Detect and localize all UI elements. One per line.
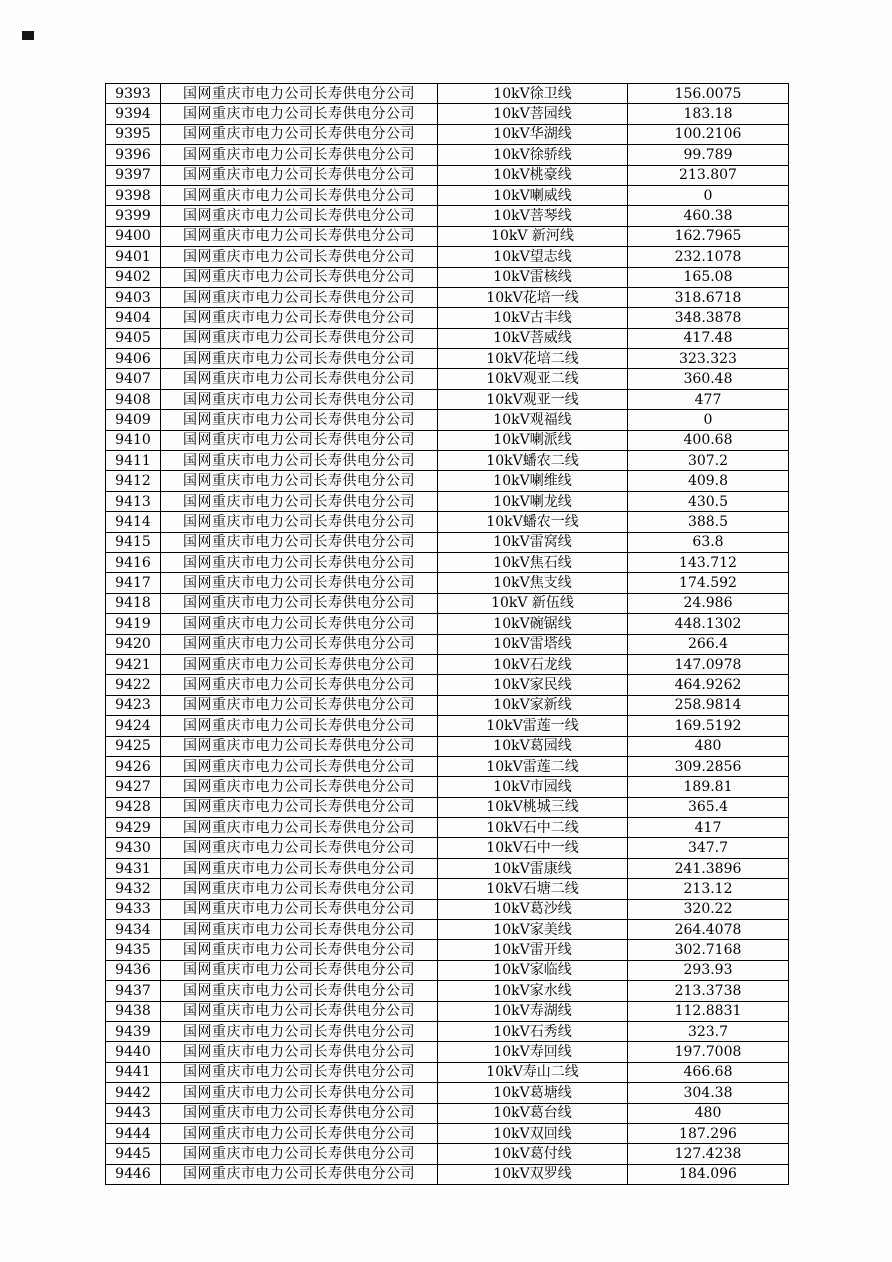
line-name-cell: 10kV望志线: [438, 247, 628, 267]
company-cell: 国网重庆市电力公司长寿供电分公司: [161, 206, 438, 226]
company-cell: 国网重庆市电力公司长寿供电分公司: [161, 960, 438, 980]
row-id-cell: 9435: [106, 940, 161, 960]
table-row: [106, 410, 789, 430]
row-id-cell: 9401: [106, 247, 161, 267]
table-row: [106, 838, 789, 858]
line-value-cell: 184.096: [628, 1164, 789, 1184]
company-cell: 国网重庆市电力公司长寿供电分公司: [161, 736, 438, 756]
line-name-cell: 10kV喇威线: [438, 185, 628, 205]
line-name-cell: 10kV雷康线: [438, 858, 628, 878]
table-row: [106, 104, 789, 124]
row-id-cell: 9399: [106, 206, 161, 226]
line-name-cell: 10kV华湖线: [438, 124, 628, 144]
company-cell: 国网重庆市电力公司长寿供电分公司: [161, 1001, 438, 1021]
line-name-cell: 10kV古丰线: [438, 308, 628, 328]
line-value-cell: 183.18: [628, 104, 789, 124]
line-value-cell: 323.7: [628, 1021, 789, 1041]
table-row: [106, 267, 789, 287]
line-value-cell: 464.9262: [628, 675, 789, 695]
company-cell: 国网重庆市电力公司长寿供电分公司: [161, 614, 438, 634]
line-value-cell: 100.2106: [628, 124, 789, 144]
table-row: [106, 573, 789, 593]
table-row: [106, 654, 789, 674]
line-name-cell: 10kV桃城三线: [438, 797, 628, 817]
row-id-cell: 9439: [106, 1021, 161, 1041]
line-value-cell: 112.8831: [628, 1001, 789, 1021]
line-name-cell: 10kV 新伍线: [438, 593, 628, 613]
company-cell: 国网重庆市电力公司长寿供电分公司: [161, 491, 438, 511]
table-row: [106, 512, 789, 532]
line-value-cell: 430.5: [628, 491, 789, 511]
line-value-cell: 197.7008: [628, 1042, 789, 1062]
table-row: [106, 675, 789, 695]
line-name-cell: 10kV雷开线: [438, 940, 628, 960]
table-row: [106, 716, 789, 736]
line-value-cell: 307.2: [628, 451, 789, 471]
row-id-cell: 9406: [106, 349, 161, 369]
table-row: [106, 226, 789, 246]
line-name-cell: 10kV石中一线: [438, 838, 628, 858]
company-cell: 国网重庆市电力公司长寿供电分公司: [161, 430, 438, 450]
line-name-cell: 10kV蟠农二线: [438, 451, 628, 471]
row-id-cell: 9394: [106, 104, 161, 124]
company-cell: 国网重庆市电力公司长寿供电分公司: [161, 920, 438, 940]
line-name-cell: 10kV桃豪线: [438, 165, 628, 185]
line-name-cell: 10kV观亚二线: [438, 369, 628, 389]
company-cell: 国网重庆市电力公司长寿供电分公司: [161, 818, 438, 838]
line-value-cell: 302.7168: [628, 940, 789, 960]
line-value-cell: 147.0978: [628, 654, 789, 674]
row-id-cell: 9413: [106, 491, 161, 511]
row-id-cell: 9412: [106, 471, 161, 491]
line-name-cell: 10kV雷塔线: [438, 634, 628, 654]
line-value-cell: 409.8: [628, 471, 789, 491]
line-name-cell: 10kV寿湖线: [438, 1001, 628, 1021]
line-value-cell: 213.3738: [628, 981, 789, 1001]
row-id-cell: 9428: [106, 797, 161, 817]
company-cell: 国网重庆市电力公司长寿供电分公司: [161, 145, 438, 165]
line-name-cell: 10kV葛塘线: [438, 1083, 628, 1103]
table-row: [106, 858, 789, 878]
row-id-cell: 9414: [106, 512, 161, 532]
row-id-cell: 9395: [106, 124, 161, 144]
line-value-cell: 309.2856: [628, 756, 789, 776]
company-cell: 国网重庆市电力公司长寿供电分公司: [161, 369, 438, 389]
line-value-cell: 460.38: [628, 206, 789, 226]
table-row: [106, 328, 789, 348]
line-value-cell: 266.4: [628, 634, 789, 654]
company-cell: 国网重庆市电力公司长寿供电分公司: [161, 451, 438, 471]
line-name-cell: 10kV焦石线: [438, 552, 628, 572]
company-cell: 国网重庆市电力公司长寿供电分公司: [161, 838, 438, 858]
line-value-cell: 264.4078: [628, 920, 789, 940]
company-cell: 国网重庆市电力公司长寿供电分公司: [161, 410, 438, 430]
row-id-cell: 9444: [106, 1123, 161, 1143]
power-line-table: [105, 83, 789, 1185]
company-cell: 国网重庆市电力公司长寿供电分公司: [161, 124, 438, 144]
line-value-cell: 348.3878: [628, 308, 789, 328]
company-cell: 国网重庆市电力公司长寿供电分公司: [161, 634, 438, 654]
row-id-cell: 9427: [106, 777, 161, 797]
table-row: [106, 736, 789, 756]
row-id-cell: 9434: [106, 920, 161, 940]
row-id-cell: 9400: [106, 226, 161, 246]
line-name-cell: 10kV葛沙线: [438, 899, 628, 919]
row-id-cell: 9415: [106, 532, 161, 552]
line-name-cell: 10kV菩园线: [438, 104, 628, 124]
table-row: [106, 1164, 789, 1184]
row-id-cell: 9417: [106, 573, 161, 593]
row-id-cell: 9421: [106, 654, 161, 674]
line-value-cell: 304.38: [628, 1083, 789, 1103]
company-cell: 国网重庆市电力公司长寿供电分公司: [161, 512, 438, 532]
row-id-cell: 9438: [106, 1001, 161, 1021]
row-id-cell: 9436: [106, 960, 161, 980]
line-name-cell: 10kV雷核线: [438, 267, 628, 287]
line-name-cell: 10kV蟠农一线: [438, 512, 628, 532]
row-id-cell: 9410: [106, 430, 161, 450]
line-value-cell: 187.296: [628, 1123, 789, 1143]
table-row: [106, 1021, 789, 1041]
company-cell: 国网重庆市电力公司长寿供电分公司: [161, 695, 438, 715]
row-id-cell: 9442: [106, 1083, 161, 1103]
row-id-cell: 9403: [106, 287, 161, 307]
row-id-cell: 9426: [106, 756, 161, 776]
row-id-cell: 9418: [106, 593, 161, 613]
row-id-cell: 9424: [106, 716, 161, 736]
company-cell: 国网重庆市电力公司长寿供电分公司: [161, 777, 438, 797]
line-value-cell: 232.1078: [628, 247, 789, 267]
line-value-cell: 162.7965: [628, 226, 789, 246]
row-id-cell: 9431: [106, 858, 161, 878]
table-row: [106, 1001, 789, 1021]
table-row: [106, 430, 789, 450]
line-name-cell: 10kV徐卫线: [438, 84, 628, 104]
company-cell: 国网重庆市电力公司长寿供电分公司: [161, 165, 438, 185]
line-value-cell: 360.48: [628, 369, 789, 389]
row-id-cell: 9407: [106, 369, 161, 389]
table-row: [106, 185, 789, 205]
line-name-cell: 10kV碗锯线: [438, 614, 628, 634]
table-row: [106, 1123, 789, 1143]
line-name-cell: 10kV双回线: [438, 1123, 628, 1143]
line-name-cell: 10kV家水线: [438, 981, 628, 1001]
line-name-cell: 10kV花培一线: [438, 287, 628, 307]
row-id-cell: 9396: [106, 145, 161, 165]
line-value-cell: 293.93: [628, 960, 789, 980]
row-id-cell: 9422: [106, 675, 161, 695]
line-value-cell: 480: [628, 1103, 789, 1123]
line-value-cell: 189.81: [628, 777, 789, 797]
line-name-cell: 10kV喇维线: [438, 471, 628, 491]
line-value-cell: 169.5192: [628, 716, 789, 736]
company-cell: 国网重庆市电力公司长寿供电分公司: [161, 185, 438, 205]
line-value-cell: 347.7: [628, 838, 789, 858]
line-value-cell: 365.4: [628, 797, 789, 817]
table-row: [106, 389, 789, 409]
table-row: [106, 1062, 789, 1082]
table-row: [106, 287, 789, 307]
company-cell: 国网重庆市电力公司长寿供电分公司: [161, 552, 438, 572]
table-row: [106, 777, 789, 797]
line-name-cell: 10kV喇龙线: [438, 491, 628, 511]
table-row: [106, 981, 789, 1001]
table-row: [106, 695, 789, 715]
company-cell: 国网重庆市电力公司长寿供电分公司: [161, 756, 438, 776]
table-row: [106, 491, 789, 511]
line-name-cell: 10kV家临线: [438, 960, 628, 980]
table-row: [106, 1042, 789, 1062]
table-row: [106, 349, 789, 369]
line-value-cell: 320.22: [628, 899, 789, 919]
row-id-cell: 9445: [106, 1144, 161, 1164]
company-cell: 国网重庆市电力公司长寿供电分公司: [161, 247, 438, 267]
line-name-cell: 10kV石龙线: [438, 654, 628, 674]
table-row: [106, 614, 789, 634]
table-row: [106, 960, 789, 980]
line-name-cell: 10kV家美线: [438, 920, 628, 940]
line-name-cell: 10kV寿回线: [438, 1042, 628, 1062]
company-cell: 国网重庆市电力公司长寿供电分公司: [161, 940, 438, 960]
line-value-cell: 127.4238: [628, 1144, 789, 1164]
company-cell: 国网重庆市电力公司长寿供电分公司: [161, 899, 438, 919]
company-cell: 国网重庆市电力公司长寿供电分公司: [161, 226, 438, 246]
line-value-cell: 480: [628, 736, 789, 756]
table-row: [106, 471, 789, 491]
row-id-cell: 9398: [106, 185, 161, 205]
line-name-cell: 10kV石塘二线: [438, 879, 628, 899]
row-id-cell: 9397: [106, 165, 161, 185]
row-id-cell: 9429: [106, 818, 161, 838]
line-name-cell: 10kV徐骄线: [438, 145, 628, 165]
company-cell: 国网重庆市电力公司长寿供电分公司: [161, 1123, 438, 1143]
line-name-cell: 10kV葛台线: [438, 1103, 628, 1123]
company-cell: 国网重庆市电力公司长寿供电分公司: [161, 654, 438, 674]
company-cell: 国网重庆市电力公司长寿供电分公司: [161, 1083, 438, 1103]
company-cell: 国网重庆市电力公司长寿供电分公司: [161, 879, 438, 899]
line-name-cell: 10kV观亚一线: [438, 389, 628, 409]
table-row: [106, 84, 789, 104]
line-value-cell: 241.3896: [628, 858, 789, 878]
line-name-cell: 10kV花培二线: [438, 349, 628, 369]
table-row: [106, 593, 789, 613]
line-value-cell: 417.48: [628, 328, 789, 348]
table-row: [106, 1103, 789, 1123]
line-value-cell: 477: [628, 389, 789, 409]
company-cell: 国网重庆市电力公司长寿供电分公司: [161, 1042, 438, 1062]
line-value-cell: 466.68: [628, 1062, 789, 1082]
line-value-cell: 156.0075: [628, 84, 789, 104]
row-id-cell: 9409: [106, 410, 161, 430]
line-value-cell: 0: [628, 185, 789, 205]
line-name-cell: 10kV石秀线: [438, 1021, 628, 1041]
line-name-cell: 10kV菩威线: [438, 328, 628, 348]
company-cell: 国网重庆市电力公司长寿供电分公司: [161, 267, 438, 287]
table-row: [106, 165, 789, 185]
table-row: [106, 756, 789, 776]
table-body: [106, 84, 789, 1185]
company-cell: 国网重庆市电力公司长寿供电分公司: [161, 675, 438, 695]
row-id-cell: 9440: [106, 1042, 161, 1062]
table-row: [106, 124, 789, 144]
row-id-cell: 9432: [106, 879, 161, 899]
line-name-cell: 10kV雷窝线: [438, 532, 628, 552]
row-id-cell: 9416: [106, 552, 161, 572]
company-cell: 国网重庆市电力公司长寿供电分公司: [161, 287, 438, 307]
line-name-cell: 10kV观福线: [438, 410, 628, 430]
table-row: [106, 532, 789, 552]
line-name-cell: 10kV家新线: [438, 695, 628, 715]
line-value-cell: 143.712: [628, 552, 789, 572]
line-value-cell: 448.1302: [628, 614, 789, 634]
line-value-cell: 213.12: [628, 879, 789, 899]
company-cell: 国网重庆市电力公司长寿供电分公司: [161, 858, 438, 878]
table-row: [106, 634, 789, 654]
row-id-cell: 9446: [106, 1164, 161, 1184]
line-name-cell: 10kV 新河线: [438, 226, 628, 246]
line-value-cell: 213.807: [628, 165, 789, 185]
company-cell: 国网重庆市电力公司长寿供电分公司: [161, 716, 438, 736]
line-name-cell: 10kV葛园线: [438, 736, 628, 756]
table-row: [106, 940, 789, 960]
line-value-cell: 258.9814: [628, 695, 789, 715]
line-value-cell: 318.6718: [628, 287, 789, 307]
company-cell: 国网重庆市电力公司长寿供电分公司: [161, 328, 438, 348]
company-cell: 国网重庆市电力公司长寿供电分公司: [161, 981, 438, 1001]
company-cell: 国网重庆市电力公司长寿供电分公司: [161, 797, 438, 817]
line-value-cell: 174.592: [628, 573, 789, 593]
line-name-cell: 10kV喇派线: [438, 430, 628, 450]
row-id-cell: 9420: [106, 634, 161, 654]
company-cell: 国网重庆市电力公司长寿供电分公司: [161, 84, 438, 104]
table-row: [106, 920, 789, 940]
line-name-cell: 10kV焦支线: [438, 573, 628, 593]
company-cell: 国网重庆市电力公司长寿供电分公司: [161, 593, 438, 613]
company-cell: 国网重庆市电力公司长寿供电分公司: [161, 1021, 438, 1041]
line-value-cell: 388.5: [628, 512, 789, 532]
table-row: [106, 552, 789, 572]
line-value-cell: 323.323: [628, 349, 789, 369]
company-cell: 国网重庆市电力公司长寿供电分公司: [161, 573, 438, 593]
table-row: [106, 797, 789, 817]
row-id-cell: 9402: [106, 267, 161, 287]
row-id-cell: 9405: [106, 328, 161, 348]
table-row: [106, 369, 789, 389]
row-id-cell: 9443: [106, 1103, 161, 1123]
table-row: [106, 899, 789, 919]
line-name-cell: 10kV市园线: [438, 777, 628, 797]
table-row: [106, 818, 789, 838]
row-id-cell: 9441: [106, 1062, 161, 1082]
row-id-cell: 9404: [106, 308, 161, 328]
row-id-cell: 9423: [106, 695, 161, 715]
company-cell: 国网重庆市电力公司长寿供电分公司: [161, 349, 438, 369]
line-name-cell: 10kV寿山二线: [438, 1062, 628, 1082]
line-value-cell: 24.986: [628, 593, 789, 613]
table-row: [106, 1083, 789, 1103]
ink-mark: [22, 31, 34, 40]
table-row: [106, 247, 789, 267]
line-value-cell: 417: [628, 818, 789, 838]
company-cell: 国网重庆市电力公司长寿供电分公司: [161, 1062, 438, 1082]
line-value-cell: 63.8: [628, 532, 789, 552]
line-name-cell: 10kV雷莲二线: [438, 756, 628, 776]
company-cell: 国网重庆市电力公司长寿供电分公司: [161, 1164, 438, 1184]
company-cell: 国网重庆市电力公司长寿供电分公司: [161, 308, 438, 328]
company-cell: 国网重庆市电力公司长寿供电分公司: [161, 104, 438, 124]
table-row: [106, 308, 789, 328]
table-row: [106, 206, 789, 226]
line-value-cell: 400.68: [628, 430, 789, 450]
row-id-cell: 9430: [106, 838, 161, 858]
row-id-cell: 9411: [106, 451, 161, 471]
line-name-cell: 10kV家民线: [438, 675, 628, 695]
line-name-cell: 10kV雷莲一线: [438, 716, 628, 736]
row-id-cell: 9433: [106, 899, 161, 919]
table-row: [106, 879, 789, 899]
line-name-cell: 10kV葛付线: [438, 1144, 628, 1164]
line-name-cell: 10kV双罗线: [438, 1164, 628, 1184]
row-id-cell: 9425: [106, 736, 161, 756]
company-cell: 国网重庆市电力公司长寿供电分公司: [161, 1144, 438, 1164]
line-name-cell: 10kV菩琴线: [438, 206, 628, 226]
table-row: [106, 1144, 789, 1164]
company-cell: 国网重庆市电力公司长寿供电分公司: [161, 471, 438, 491]
row-id-cell: 9393: [106, 84, 161, 104]
table-row: [106, 451, 789, 471]
row-id-cell: 9419: [106, 614, 161, 634]
line-value-cell: 0: [628, 410, 789, 430]
company-cell: 国网重庆市电力公司长寿供电分公司: [161, 532, 438, 552]
row-id-cell: 9408: [106, 389, 161, 409]
table-row: [106, 145, 789, 165]
company-cell: 国网重庆市电力公司长寿供电分公司: [161, 1103, 438, 1123]
line-value-cell: 99.789: [628, 145, 789, 165]
line-name-cell: 10kV石中二线: [438, 818, 628, 838]
line-value-cell: 165.08: [628, 267, 789, 287]
company-cell: 国网重庆市电力公司长寿供电分公司: [161, 389, 438, 409]
row-id-cell: 9437: [106, 981, 161, 1001]
